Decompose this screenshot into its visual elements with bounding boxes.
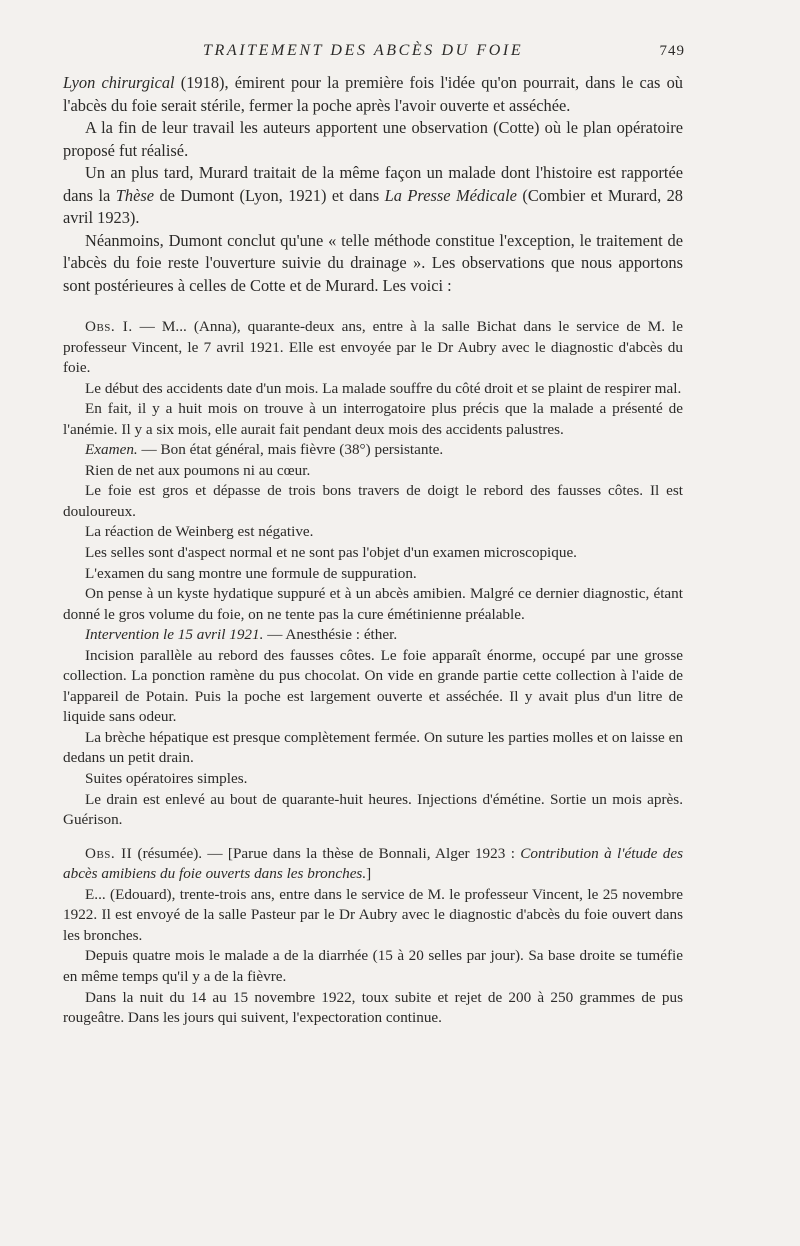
obs1-intervention [63, 625, 683, 646]
obs2-paragraph: Depuis quatre mois le malade a de la diarrhée (15 à 20 selles par jour). Sa base droite se tuméfie en même temps qu'il y a de la fièvre. [63, 947, 683, 985]
bonnali-thesis-title: Contribution à l'étude des abcès amibiens du foie ouverts dans les bronches. [63, 844, 683, 883]
observation-2 [63, 844, 683, 1029]
intervention-text: — Anesthésie : éther. [263, 626, 398, 644]
obs1-paragraph: Le foie est gros et dépasse de trois bons travers de doigt le rebord des fausses côtes. Il est douloureux. [63, 482, 683, 520]
book-page [63, 36, 683, 1029]
obs1-paragraph: Les selles sont d'aspect normal et ne sont pas l'objet d'un examen microscopique. [85, 544, 577, 562]
obs2-paragraph: Dans la nuit du 14 au 15 novembre 1922, toux subite et rejet de 200 à 250 grammes de pus rougeâtre. Dans les jours qui suivent, l'expectoration continue. [63, 988, 683, 1027]
paragraph-text: Un an plus tard, Murard traitait de la même façon un malade dont l'histoire est rapportée dans la [63, 163, 683, 205]
these-title: Thèse [115, 185, 155, 205]
obs1-examen [63, 440, 683, 461]
obs1-paragraph: Rien de net aux poumons ni au cœur. [85, 461, 311, 479]
obs1-paragraph: La brèche hépatique est presque complètement fermée. On suture les parties molles et on laisse en dedans un petit drain. [63, 728, 683, 767]
examen-text: — Bon état général, mais fièvre (38°) persistante. [137, 441, 444, 459]
obs2-label: Obs. II [85, 844, 133, 862]
obs2-intro-text: (résumée). — [Parue dans la thèse de Bonnali, Alger 1923 : [132, 844, 521, 862]
obs1-paragraph: L'examen du sang montre une formule de suppuration. [85, 564, 417, 582]
paragraph-text: (1918), émirent pour la première fois l'idée qu'on pourrait, dans le cas où l'abcès du foie serait stérile, fermer la poche après l'avoir ouverte et asséchée. [63, 73, 683, 115]
obs1-paragraph: Incision parallèle au rebord des fausses côtes. Le foie apparaît énorme, occupé par une grosse collection. La ponction ramène du pus chocolat. On vide en grande partie cette collection à l'aide de l'appareil de Potain. Puis la poche est largement ouverte et asséchée. Il y avait plus d'un litre de liquide sans odeur. [63, 646, 683, 726]
obs1-paragraph: Le drain est enlevé au bout de quarante-huit heures. Injections d'émétine. Sortie un mois après. Guérison. [63, 790, 683, 829]
examen-label: Examen. [85, 441, 138, 459]
obs2-intro-close: ] [366, 865, 372, 883]
running-title: TRAITEMENT DES ABCÈS DU FOIE [203, 42, 524, 59]
observation-1 [63, 317, 683, 831]
paragraph-dumont: Néanmoins, Dumont conclut qu'une « telle méthode constitue l'exception, le traitement de l'abcès du foie reste l'ouverture suivie du drainage ». Les observations que nous apportons sont postérieures à celles de Cotte et de Murard. Les voici : [63, 230, 683, 295]
journal-title: Lyon chirurgical [63, 73, 175, 92]
paragraph-cotte: A la fin de leur travail les auteurs apportent une observation (Cotte) où le plan opératoire proposé fut réalisé. [63, 118, 683, 160]
obs1-paragraph: Suites opératoires simples. [85, 770, 248, 788]
obs1-intro-text: — M... (Anna), quarante-deux ans, entre à la salle Bichat dans le service de M. le professeur Vincent, le 7 avril 1921. Elle est envoyée par le Dr Aubry avec le diagnostic d'abcès du foie. [63, 318, 683, 377]
intervention-label: Intervention le 15 avril 1921. [85, 626, 264, 644]
obs2-intro [63, 844, 683, 885]
obs1-paragraph: On pense à un kyste hydatique suppuré et à un abcès amibien. Malgré ce dernier diagnostic, étant donné le gros volume du foie, on ne tente pas la cure émétinienne préalable. [63, 585, 683, 623]
obs1-paragraph: Le début des accidents date d'un mois. La malade souffre du côté droit et se plaint de respirer mal. [85, 379, 682, 397]
paragraph-murard [63, 162, 683, 230]
obs1-intro [63, 317, 683, 379]
obs1-paragraph: La réaction de Weinberg est négative. [85, 523, 314, 541]
presse-medicale-title: La Presse Médicale [384, 185, 517, 205]
obs1-label: Obs. I. [85, 318, 133, 335]
obs2-paragraph: E... (Edouard), trente-trois ans, entre dans le service de M. le professeur Vincent, le 25 novembre 1922. Il est envoyé de la salle Pasteur par le Dr Aubry avec le diagnostic d'abcès du foie ouvert dans les bronches. [63, 885, 683, 944]
paragraph-text: (Combier et Murard, 28 avril 1923). [63, 185, 683, 227]
page-number: 749 [659, 43, 685, 59]
obs1-paragraph: En fait, il y a huit mois on trouve à un interrogatoire plus précis que la malade a présenté de l'anémie. Il y a six mois, elle aurait fait pendant deux mois des accidents palustres. [63, 400, 683, 438]
running-head [63, 36, 683, 68]
paragraph-lyon-chirurgical [63, 72, 683, 117]
paragraph-text: de Dumont (Lyon, 1921) et dans [154, 185, 385, 205]
main-text [63, 72, 683, 297]
